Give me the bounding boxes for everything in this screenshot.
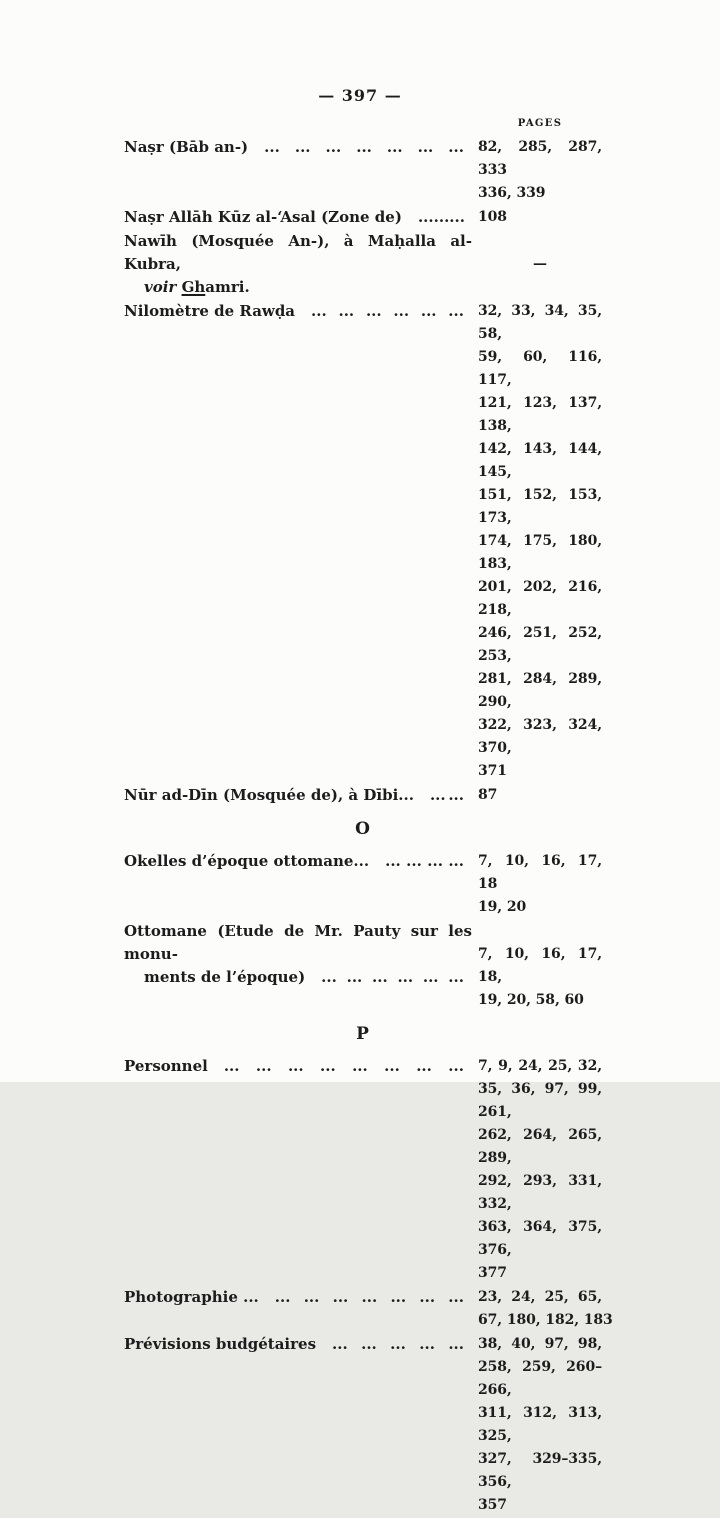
entry-line (124, 1286, 472, 1309)
leader-dots: ... (416, 1057, 432, 1075)
entry-label: Prévisions budgétaires (124, 1335, 317, 1353)
page-numbers-line: 38, 40, 97, 98, (478, 1336, 602, 1352)
index-entry (124, 230, 602, 299)
entry-line (124, 1333, 472, 1356)
leader-dots: ... (274, 1288, 291, 1306)
leader-dots: ... (332, 1288, 349, 1306)
leader-dots: ... (449, 208, 465, 226)
page-numbers-line: 7, 9, 24, 25, 32, (478, 1058, 602, 1074)
leader-dots: ... (422, 968, 439, 986)
leader-dots: ... (338, 302, 355, 320)
leader-dots: ... (385, 852, 401, 870)
entry-line (124, 784, 472, 807)
entry-text (124, 230, 478, 299)
leader-dots: ... (255, 1057, 272, 1075)
page-numbers-line: 7, 10, 16, 17, 18, (478, 946, 602, 985)
entry-pages (478, 1333, 602, 1517)
leader-dots: ... (420, 302, 437, 320)
entry-line (124, 230, 472, 276)
leader-dots: ... (264, 138, 280, 156)
entry-text (124, 206, 478, 229)
entry-leaders (224, 1055, 464, 1078)
entry-label: Nilomètre de Rawḍa (124, 302, 296, 320)
leader-dots: ... (390, 1335, 406, 1353)
dash-placeholder: — (533, 256, 547, 272)
leader-dots: ... (361, 1288, 378, 1306)
entry-text (124, 300, 478, 323)
leader-dots: ... (397, 968, 414, 986)
leader-dots: ... (417, 138, 434, 156)
entry-text (124, 784, 478, 807)
section-letter: O (355, 819, 371, 839)
entry-text (124, 920, 478, 989)
entry-label: Nawīh (Mosquée An-), à Maḥalla al-Kubra, (124, 232, 472, 273)
index-content (124, 118, 613, 1518)
leader-dots: ... (332, 1335, 348, 1353)
entry-line (124, 300, 472, 323)
entry-label: Naṣr Allāh Kūz al-‘Asal (Zone de) (124, 208, 402, 226)
leader-dots: ... (429, 786, 446, 804)
page-numbers-line: 59, 60, 116, 117, (478, 349, 602, 388)
entry-pages (478, 920, 602, 1012)
index-list (124, 136, 613, 1517)
page-numbers-line: 371 (478, 763, 507, 779)
leader-dots: ... (427, 852, 443, 870)
index-entry (124, 850, 602, 919)
index-entry (124, 1286, 613, 1332)
page-numbers-line: 363, 364, 375, 376, (478, 1219, 602, 1258)
leader-dots: ... (320, 1057, 336, 1075)
leader-dots: ... (365, 302, 382, 320)
page-numbers-line: 19, 20, 58, 60 (478, 992, 584, 1008)
page-numbers-line: 142, 143, 144, 145, (478, 441, 602, 480)
column-header-row (124, 118, 602, 136)
entry-leaders (332, 1333, 464, 1356)
note-rest: amri. (205, 278, 250, 296)
entry-pages (478, 1055, 602, 1285)
entry-label: Ottomane (Etude de Mr. Pauty sur les monu- (124, 922, 472, 963)
page-numbers-line: 7, 10, 16, 17, 18 (478, 853, 602, 892)
leader-dots: ... (448, 302, 464, 320)
leader-dots: ... (393, 302, 410, 320)
leader-dots: ... (448, 852, 464, 870)
leader-dots: ... (352, 1057, 368, 1075)
entry-pages (478, 206, 602, 229)
leader-dots: ... (448, 968, 464, 986)
leader-dots: ... (356, 138, 372, 156)
page-numbers-line: 19, 20 (478, 899, 527, 915)
page-numbers-line: 82, 285, 287, 333 (478, 139, 602, 178)
entry-leaders (275, 1286, 464, 1309)
entry-line (124, 136, 472, 159)
leader-dots: ... (311, 302, 327, 320)
page-numbers-line: 357 (478, 1497, 507, 1513)
page-numbers-line: 246, 251, 252, 253, (478, 625, 602, 664)
entry-line (124, 206, 472, 229)
leader-dots: ... (287, 1057, 304, 1075)
leader-dots: ... (390, 1288, 407, 1306)
index-entry (124, 920, 602, 1012)
index-entry (124, 136, 602, 205)
entry-label: Nūr ad-Dīn (Mosquée de), à Dībi... (124, 786, 414, 804)
page-number: — 397 — (318, 86, 402, 105)
leader-dots: ... (448, 1288, 464, 1306)
leader-dots: ... (419, 1288, 436, 1306)
leader-dots: ... (448, 786, 464, 804)
entry-text (124, 1286, 478, 1309)
page-numbers-line: 201, 202, 216, 218, (478, 579, 602, 618)
index-entry (124, 300, 602, 783)
page-numbers-line: 87 (478, 787, 498, 803)
entry-label: Naṣr (Bāb an-) (124, 138, 249, 156)
page-numbers-line: 35, 36, 97, 99, 261, (478, 1081, 602, 1120)
leader-dots: ... (386, 138, 403, 156)
page-numbers-line: 151, 152, 153, 173, (478, 487, 602, 526)
page-numbers-line: 121, 123, 137, 138, (478, 395, 602, 434)
entry-leaders (321, 966, 464, 989)
leader-dots: ... (448, 1057, 464, 1075)
leader-dots: ... (417, 208, 434, 226)
entry-pages (478, 230, 602, 276)
entry-line (124, 1055, 472, 1078)
entry-leaders (385, 850, 464, 873)
page-numbers-line: 322, 323, 324, 370, (478, 717, 602, 756)
leader-dots: ... (223, 1057, 240, 1075)
page-numbers-line: 174, 175, 180, 183, (478, 533, 602, 572)
leader-dots: ... (384, 1057, 400, 1075)
page-numbers-line: 67, 180, 182, 183 (478, 1312, 613, 1328)
entry-leaders (311, 300, 464, 323)
page-numbers-line: 311, 312, 313, 325, (478, 1405, 602, 1444)
page-numbers-line: 258, 259, 260–266, (478, 1359, 602, 1398)
index-entry (124, 1055, 602, 1285)
leader-dots: ... (448, 138, 464, 156)
entry-pages (478, 850, 602, 919)
entry-note (124, 276, 472, 299)
entry-continuation (124, 966, 472, 989)
index-entry (124, 1333, 602, 1517)
leader-dots: ... (321, 968, 337, 986)
section-letter: P (356, 1024, 370, 1044)
entry-label: Okelles d’époque ottomane... (124, 852, 370, 870)
note-italic: voir (144, 278, 177, 296)
page-numbers-line: 262, 264, 265, 289, (478, 1127, 602, 1166)
entry-line (124, 850, 472, 873)
page-numbers-line: 32, 33, 34, 35, 58, (478, 303, 602, 342)
entry-pages (478, 136, 602, 205)
page-numbers-line: 292, 293, 331, 332, (478, 1173, 602, 1212)
leader-dots: ... (372, 968, 388, 986)
entry-label: Photographie ... (124, 1288, 259, 1306)
entry-text (124, 136, 478, 159)
entry-text (124, 850, 478, 873)
page-numbers-line: 336, 339 (478, 185, 546, 201)
leader-dots: ... (406, 852, 422, 870)
entry-leaders (418, 206, 464, 229)
leader-dots: ... (346, 968, 363, 986)
index-entry (124, 206, 602, 229)
page-numbers-line: 281, 284, 289, 290, (478, 671, 602, 710)
entry-text (124, 1333, 478, 1356)
leader-dots: ... (361, 1335, 377, 1353)
entry-line (124, 920, 472, 966)
entry-leaders (430, 784, 464, 807)
entry-label: Personnel (124, 1057, 208, 1075)
entry-pages (478, 1286, 613, 1332)
note-underlined: Gh (181, 278, 206, 296)
pages-column-header: PAGES (517, 118, 563, 129)
leader-dots: ... (448, 1335, 464, 1353)
page-numbers-line: 327, 329–335, 356, (478, 1451, 602, 1490)
leader-dots: ... (294, 138, 311, 156)
page-numbers-line: 377 (478, 1265, 507, 1281)
entry-pages (478, 784, 602, 807)
page-numbers-line: 108 (478, 209, 507, 225)
leader-dots: ... (419, 1335, 435, 1353)
column-header-spacer (124, 118, 478, 136)
entry-text (124, 1055, 478, 1078)
leader-dots: ... (325, 138, 342, 156)
page-numbers-line: 23, 24, 25, 65, (478, 1289, 602, 1305)
leader-dots: ... (303, 1288, 320, 1306)
leader-dots: ... (433, 208, 450, 226)
entry-label: ments de l’époque) (144, 968, 306, 986)
entry-pages (478, 300, 602, 783)
index-entry (124, 784, 602, 807)
entry-leaders (264, 136, 464, 159)
